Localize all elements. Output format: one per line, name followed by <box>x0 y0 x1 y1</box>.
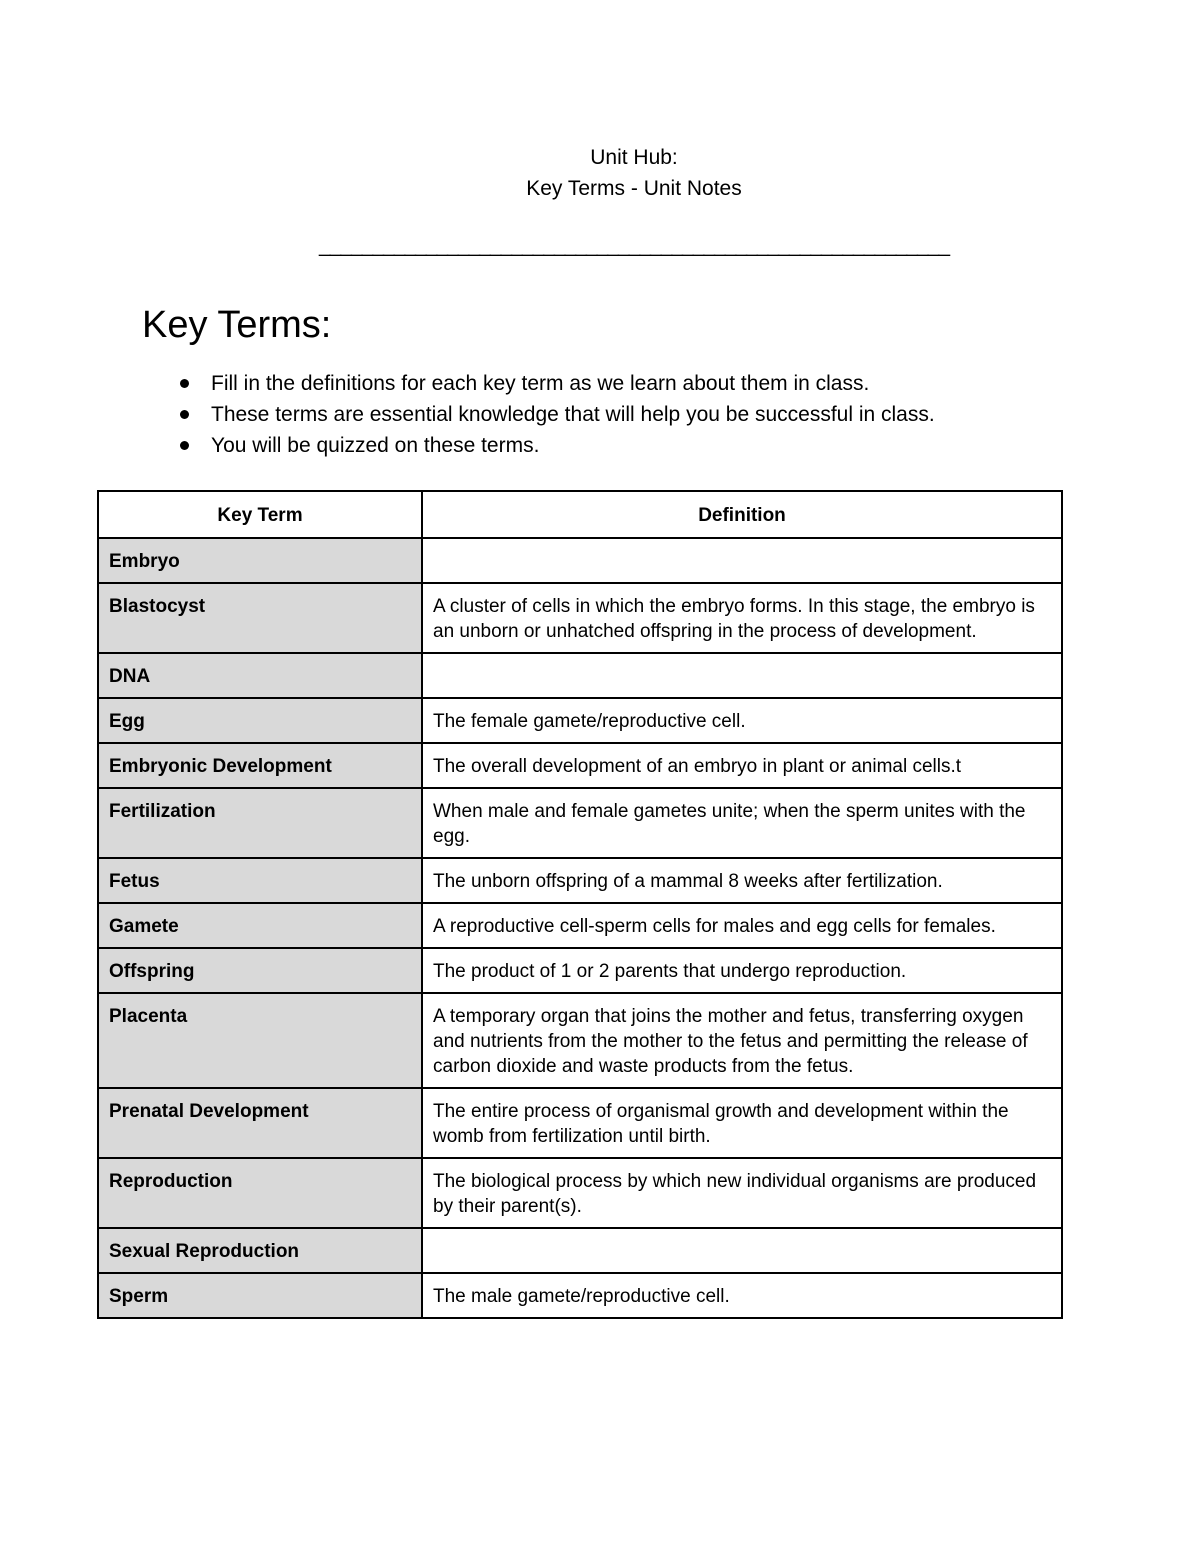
key-terms-table <box>97 490 1063 1319</box>
table-row <box>98 1228 1062 1273</box>
definition-cell[interactable] <box>422 538 1062 583</box>
definition-cell[interactable]: The biological process by which new individual organisms are produced by their parent(s). <box>422 1158 1062 1228</box>
table-row <box>98 1088 1062 1158</box>
instruction-item <box>180 430 935 461</box>
divider-rule: ___________________________________________________________ <box>318 234 950 257</box>
definition-cell[interactable] <box>422 653 1062 698</box>
column-header-definition: Definition <box>422 491 1062 538</box>
document-header <box>0 142 1200 204</box>
key-term-cell: Prenatal Development <box>98 1088 422 1158</box>
key-term-cell: Fertilization <box>98 788 422 858</box>
definition-cell[interactable]: A reproductive cell-sperm cells for males and egg cells for females. <box>422 903 1062 948</box>
instruction-text: You will be quizzed on these terms. <box>211 434 540 457</box>
definition-cell[interactable]: The male gamete/reproductive cell. <box>422 1273 1062 1318</box>
section-title: Key Terms: <box>142 304 332 346</box>
key-term-cell: Blastocyst <box>98 583 422 653</box>
bullet-icon <box>180 410 189 419</box>
key-term-cell: Reproduction <box>98 1158 422 1228</box>
instruction-text: These terms are essential knowledge that will help you be successful in class. <box>211 403 935 426</box>
table-row <box>98 538 1062 583</box>
table-row <box>98 743 1062 788</box>
key-term-cell: Fetus <box>98 858 422 903</box>
table-row <box>98 1158 1062 1228</box>
definition-cell[interactable]: The entire process of organismal growth and development within the womb from fertilization until birth. <box>422 1088 1062 1158</box>
table-row <box>98 1273 1062 1318</box>
table-row <box>98 903 1062 948</box>
definition-cell[interactable]: The female gamete/reproductive cell. <box>422 698 1062 743</box>
header-line-2: Key Terms - Unit Notes <box>526 177 742 200</box>
key-term-cell: Embryo <box>98 538 422 583</box>
key-term-cell: Embryonic Development <box>98 743 422 788</box>
definition-cell[interactable]: The overall development of an embryo in plant or animal cells.t <box>422 743 1062 788</box>
definition-cell[interactable] <box>422 1228 1062 1273</box>
table-row <box>98 583 1062 653</box>
table-row <box>98 948 1062 993</box>
definition-cell[interactable]: A cluster of cells in which the embryo forms. In this stage, the embryo is an unborn or unhatched offspring in the process of development. <box>422 583 1062 653</box>
instruction-item <box>180 368 935 399</box>
definition-cell[interactable]: The unborn offspring of a mammal 8 weeks after fertilization. <box>422 858 1062 903</box>
bullet-icon <box>180 441 189 450</box>
key-term-cell: Offspring <box>98 948 422 993</box>
column-header-key-term: Key Term <box>98 491 422 538</box>
definition-cell[interactable]: The product of 1 or 2 parents that undergo reproduction. <box>422 948 1062 993</box>
table-header-row <box>98 491 1062 538</box>
key-term-cell: Gamete <box>98 903 422 948</box>
key-term-cell: Egg <box>98 698 422 743</box>
key-term-cell: Sperm <box>98 1273 422 1318</box>
definition-cell[interactable]: When male and female gametes unite; when the sperm unites with the egg. <box>422 788 1062 858</box>
instruction-item <box>180 399 935 430</box>
key-term-cell: DNA <box>98 653 422 698</box>
table-row <box>98 858 1062 903</box>
definition-cell[interactable]: A temporary organ that joins the mother and fetus, transferring oxygen and nutrients from the mother to the fetus and permitting the release of carbon dioxide and waste products from the fetus. <box>422 993 1062 1088</box>
instruction-text: Fill in the definitions for each key term as we learn about them in class. <box>211 372 870 395</box>
table-row <box>98 698 1062 743</box>
table-row <box>98 788 1062 858</box>
key-term-cell: Placenta <box>98 993 422 1088</box>
header-line-1: Unit Hub: <box>590 146 678 169</box>
key-term-cell: Sexual Reproduction <box>98 1228 422 1273</box>
instruction-list <box>180 368 935 461</box>
table-row <box>98 993 1062 1088</box>
table-row <box>98 653 1062 698</box>
bullet-icon <box>180 379 189 388</box>
